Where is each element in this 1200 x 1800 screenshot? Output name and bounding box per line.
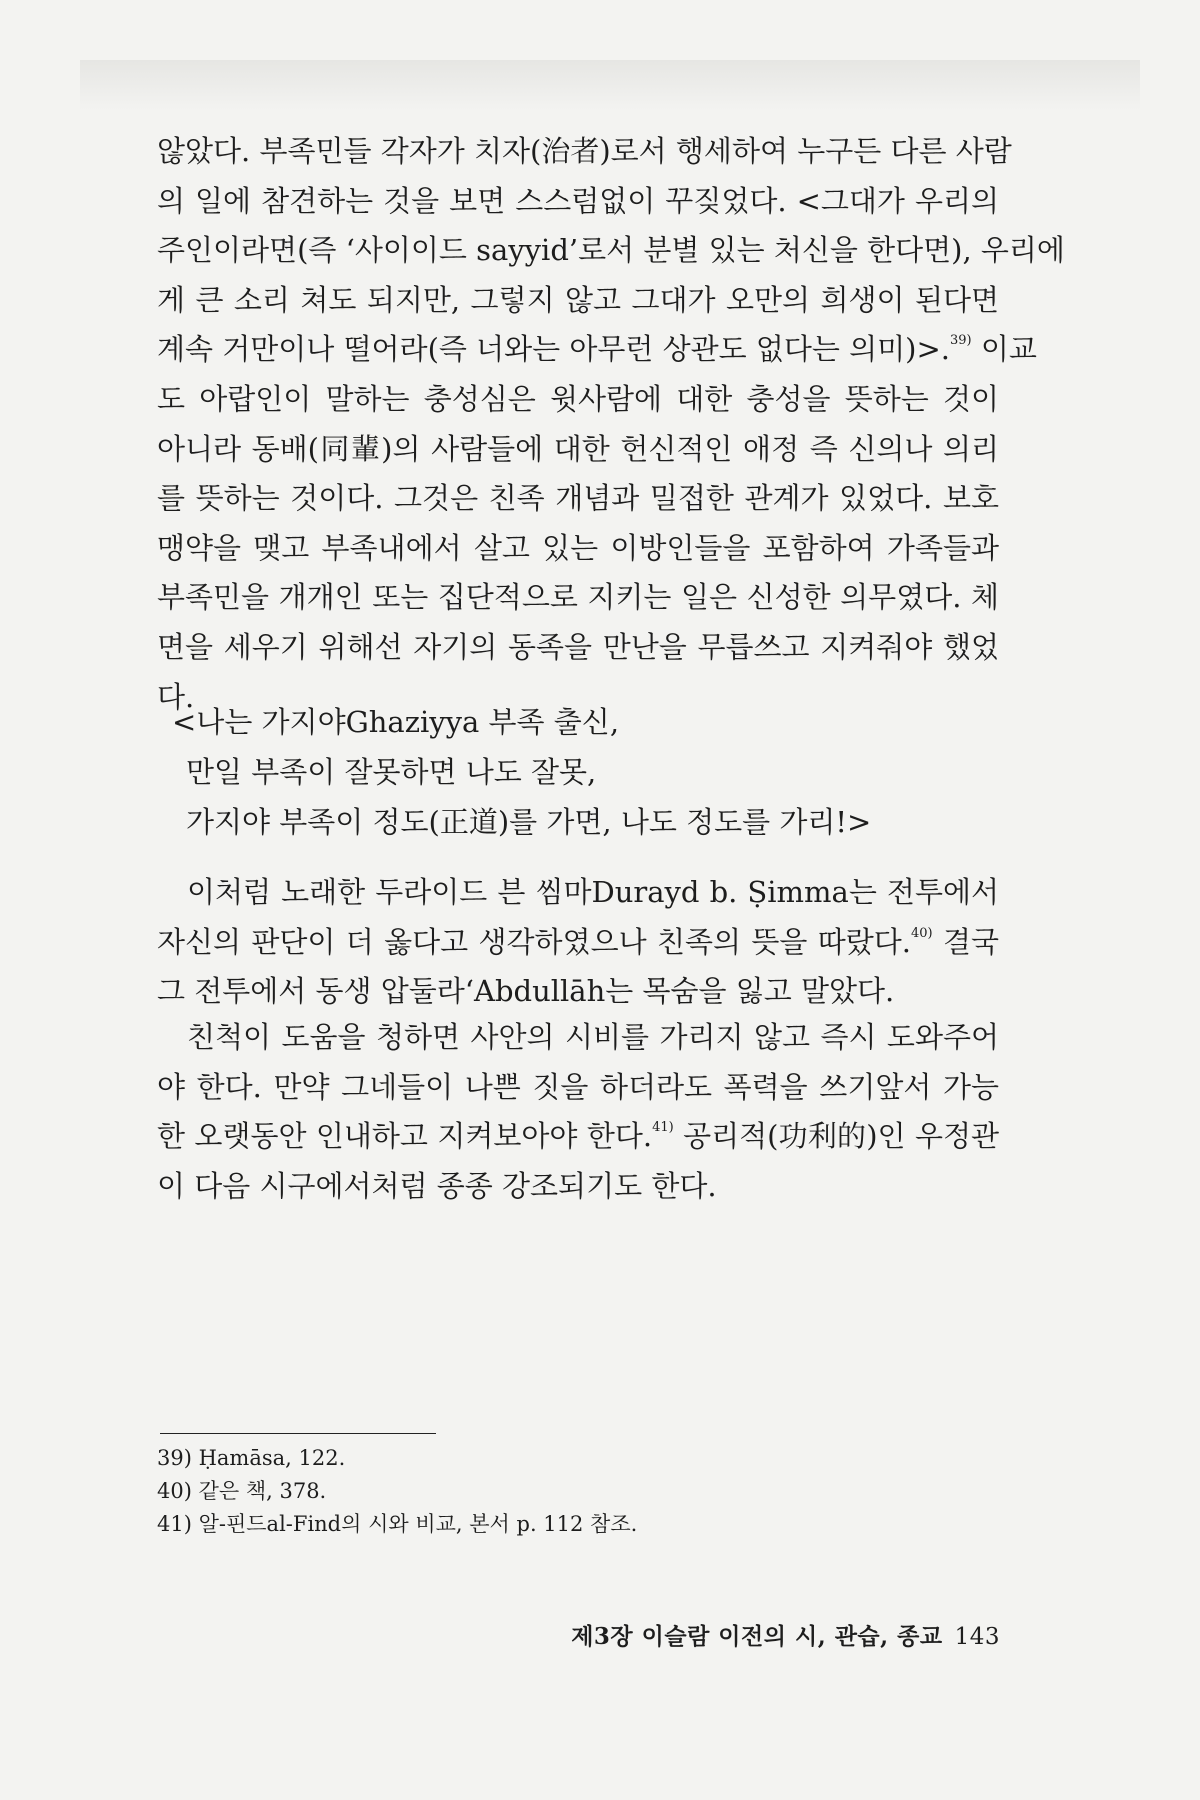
text-line: 이처럼 노래한 두라이드 븐 씸마Durayd b. Ṣimma는 전투에서 <box>187 875 999 909</box>
text-segment: 자신의 판단이 더 옳다고 생각하였으나 친족의 뜻을 따랐다. <box>157 924 911 959</box>
paragraph-3 <box>157 1013 999 1211</box>
text-line: 다. <box>157 679 195 714</box>
text-line: 맹약을 맺고 부족내에서 살고 있는 이방인들을 포함하여 가족들과 <box>157 530 999 565</box>
footnote: 39) Ḥamāsa, 122. <box>157 1446 346 1470</box>
footnote-ref: 41) <box>652 1120 674 1136</box>
text-line <box>157 325 1037 375</box>
verse-line: <나는 가지야Ghaziyya 부족 출신, <box>172 705 620 739</box>
page-number: 143 <box>954 1624 1000 1650</box>
running-footer <box>510 1618 1000 1651</box>
footnote: 41) 알-핀드al-Find의 시와 비교, 본서 p. 112 참조. <box>157 1512 638 1536</box>
text-line: 아니라 동배(同輩)의 사람들에 대한 헌신적인 애정 즉 신의나 의리 <box>157 431 999 466</box>
verse-block <box>172 697 872 847</box>
scan-shadow <box>80 60 1140 110</box>
text-line <box>157 918 999 968</box>
text-segment: 결국 <box>932 924 1000 959</box>
text-line: 않았다. 부족민들 각자가 치자(治者)로서 행세하여 누구든 다른 사람 <box>157 134 1012 168</box>
text-line: 를 뜻하는 것이다. 그것은 친족 개념과 밀접한 관계가 있었다. 보호 <box>157 481 999 516</box>
verse-line: 가지야 부족이 정도(正道)를 가면, 나도 정도를 가리!> <box>186 805 872 839</box>
footnote-ref: 39) <box>950 333 972 349</box>
footnote-ref: 40) <box>911 925 933 941</box>
footnote-divider <box>160 1433 436 1434</box>
paragraph-1 <box>157 127 1065 722</box>
text-line: 이 다음 시구에서처럼 종종 강조되기도 한다. <box>157 1168 717 1203</box>
text-line: 의 일에 참견하는 것을 보면 스스럼없이 꾸짖었다. <그대가 우리의 <box>157 183 999 218</box>
text-segment: 한 오랫동안 인내하고 지켜보아야 한다. <box>157 1119 653 1154</box>
text-line: 게 큰 소리 쳐도 되지만, 그렇지 않고 그대가 오만의 희생이 된다면 <box>157 282 999 317</box>
text-line: 야 한다. 만약 그네들이 나쁜 짓을 하더라도 폭력을 쓰기앞서 가능 <box>157 1069 999 1104</box>
paragraph-2 <box>157 868 999 1017</box>
text-segment: 계속 거만이나 떨어라(즉 너와는 아무런 상관도 없다는 의미)>. <box>157 332 951 367</box>
verse-line: 만일 부족이 잘못하면 나도 잘못, <box>186 755 597 789</box>
text-segment: 이교 <box>971 332 1037 367</box>
text-line: 도 아랍인이 말하는 충성심은 윗사람에 대한 충성을 뜻하는 것이 <box>157 381 999 416</box>
text-line <box>157 1112 999 1162</box>
text-line: 주인이라면(즉 ‘사이이드 sayyid’로서 분별 있는 처신을 한다면), 우리에 <box>157 233 1065 268</box>
text-line: 부족민을 개개인 또는 집단적으로 지키는 일은 신성한 의무였다. 체 <box>157 580 999 615</box>
footnote: 40) 같은 책, 378. <box>157 1479 327 1503</box>
text-line: 면을 세우기 위해선 자기의 동족을 만난을 무릅쓰고 지켜줘야 했었 <box>157 629 999 664</box>
footnotes <box>157 1442 857 1541</box>
text-line: 친척이 도움을 청하면 사안의 시비를 가리지 않고 즉시 도와주어 <box>187 1020 999 1054</box>
text-line: 그 전투에서 동생 압둘라‘Abdullāh는 목숨을 잃고 말았다. <box>157 974 895 1009</box>
chapter-title: 제3장 이슬람 이전의 시, 관습, 종교 <box>571 1623 943 1650</box>
text-segment: 공리적(功利的)인 우정관 <box>673 1119 999 1154</box>
